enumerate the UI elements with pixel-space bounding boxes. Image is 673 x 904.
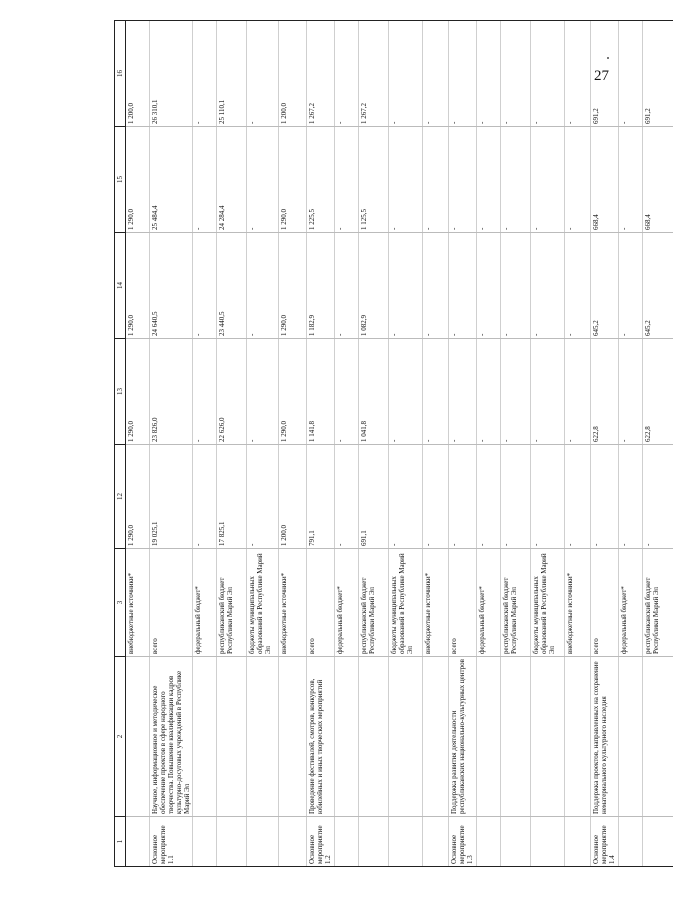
measure-description-cell <box>126 657 150 817</box>
measure-description-cell <box>279 657 307 817</box>
measure-description-cell: Научное, информационное и методическое обеспечение проектов в сфере народного творчества. Повышение квалификации кадров культурно-досуговых учреждений в Республике Марий Эл <box>150 657 193 817</box>
value-cell: 23 826,0 <box>150 339 193 445</box>
value-cell: - <box>335 21 359 127</box>
value-cell: 1 267,2 <box>307 21 335 127</box>
measure-description-cell <box>217 657 247 817</box>
col-header: 15 <box>115 127 126 233</box>
table-row <box>531 21 565 867</box>
value-cell: - <box>531 233 565 339</box>
value-cell: 1 182,9 <box>307 233 335 339</box>
value-cell: - <box>449 233 477 339</box>
value-cell: - <box>531 21 565 127</box>
value-cell: - <box>193 445 217 549</box>
value-cell: 1 200,0 <box>279 21 307 127</box>
value-cell: 1 290,0 <box>126 127 150 233</box>
table-row <box>335 21 359 867</box>
funding-source-cell: бюджеты муниципальных образований в Республике Марий Эл <box>247 549 279 657</box>
value-cell: - <box>477 339 501 445</box>
value-cell: - <box>335 127 359 233</box>
table-row <box>423 21 449 867</box>
value-cell: - <box>247 21 279 127</box>
funding-source-cell: республиканский бюджет Республики Марий Эл <box>643 549 673 657</box>
value-cell: - <box>619 233 643 339</box>
table-row <box>619 21 643 867</box>
table-row <box>150 21 193 867</box>
funding-source-cell: республиканский бюджет Республики Марий Эл <box>217 549 247 657</box>
value-cell: 23 440,5 <box>217 233 247 339</box>
measure-cell <box>477 817 501 867</box>
measure-cell <box>501 817 531 867</box>
value-cell: - <box>247 127 279 233</box>
measure-description-cell <box>501 657 531 817</box>
value-cell: 691,2 <box>591 21 619 127</box>
measure-description-cell <box>247 657 279 817</box>
measure-description-cell: Поддержка развития деятельности республиканских национально-культурных центров <box>449 657 477 817</box>
value-cell: - <box>449 445 477 549</box>
table-row <box>565 21 591 867</box>
value-cell: - <box>423 233 449 339</box>
table-row <box>193 21 217 867</box>
value-cell: 17 825,1 <box>217 445 247 549</box>
value-cell: 1 290,0 <box>126 339 150 445</box>
measure-description-cell <box>643 657 673 817</box>
value-cell: 1 082,9 <box>359 233 389 339</box>
table-row <box>359 21 389 867</box>
measure-description-cell <box>389 657 423 817</box>
measure-description-cell <box>359 657 389 817</box>
value-cell: 1 200,0 <box>126 21 150 127</box>
measure-description-cell <box>531 657 565 817</box>
measure-description-cell <box>335 657 359 817</box>
measure-cell: Основное мероприятие 1.1 <box>150 817 193 867</box>
table-row <box>247 21 279 867</box>
value-cell: - <box>389 233 423 339</box>
budget-table <box>114 20 673 867</box>
value-cell: - <box>501 233 531 339</box>
table-row <box>501 21 531 867</box>
col-header: 16 <box>115 21 126 127</box>
value-cell: - <box>193 233 217 339</box>
value-cell: - <box>423 445 449 549</box>
value-cell: - <box>531 339 565 445</box>
value-cell: - <box>565 233 591 339</box>
col-header: 2 <box>115 657 126 817</box>
value-cell: 691,2 <box>643 21 673 127</box>
funding-source-cell: внебюджетные источники* <box>565 549 591 657</box>
value-cell: 25 484,4 <box>150 127 193 233</box>
measure-cell <box>423 817 449 867</box>
funding-source-cell: внебюджетные источники* <box>423 549 449 657</box>
measure-cell <box>643 817 673 867</box>
value-cell: - <box>565 21 591 127</box>
value-cell: 691,1 <box>359 445 389 549</box>
value-cell: - <box>247 339 279 445</box>
col-header: 12 <box>115 445 126 549</box>
value-cell: 24 284,4 <box>217 127 247 233</box>
value-cell: - <box>389 21 423 127</box>
header-row <box>115 21 126 867</box>
measure-description-cell: Проведение фестивалей, смотров, конкурсов, юбилейных и иных творческих мероприятий <box>307 657 335 817</box>
value-cell: - <box>449 339 477 445</box>
measure-cell <box>126 817 150 867</box>
value-cell: - <box>619 339 643 445</box>
value-cell: - <box>477 233 501 339</box>
value-cell: - <box>565 339 591 445</box>
value-cell: - <box>193 339 217 445</box>
value-cell: 1 141,8 <box>307 339 335 445</box>
page-number: 27 <box>594 68 609 84</box>
table-row <box>307 21 335 867</box>
value-cell: - <box>501 21 531 127</box>
measure-cell <box>279 817 307 867</box>
table-row <box>643 21 673 867</box>
measure-cell <box>247 817 279 867</box>
value-cell: - <box>565 445 591 549</box>
value-cell: - <box>619 21 643 127</box>
funding-source-cell: внебюджетные источники* <box>279 549 307 657</box>
table-row <box>279 21 307 867</box>
value-cell: - <box>423 339 449 445</box>
measure-description-cell <box>423 657 449 817</box>
value-cell: 19 025,1 <box>150 445 193 549</box>
funding-source-cell: бюджеты муниципальных образований в Республике Марий Эл <box>531 549 565 657</box>
funding-source-cell: федеральный бюджет* <box>477 549 501 657</box>
value-cell: 645,2 <box>643 233 673 339</box>
value-cell: - <box>477 21 501 127</box>
measure-cell <box>531 817 565 867</box>
value-cell: - <box>389 339 423 445</box>
funding-source-cell: всего <box>307 549 335 657</box>
col-header: 13 <box>115 339 126 445</box>
funding-source-cell: федеральный бюджет* <box>193 549 217 657</box>
value-cell: 668,4 <box>643 127 673 233</box>
table-body <box>126 21 673 867</box>
value-cell: 1 290,0 <box>279 127 307 233</box>
value-cell: - <box>477 445 501 549</box>
value-cell: 1 200,0 <box>279 445 307 549</box>
value-cell: - <box>531 445 565 549</box>
measure-cell <box>359 817 389 867</box>
table-row <box>449 21 477 867</box>
value-cell: - <box>247 445 279 549</box>
value-cell: - <box>193 21 217 127</box>
funding-source-cell: федеральный бюджет* <box>619 549 643 657</box>
value-cell: - <box>591 445 619 549</box>
value-cell: - <box>449 127 477 233</box>
measure-cell <box>193 817 217 867</box>
funding-source-cell: всего <box>150 549 193 657</box>
funding-source-cell: бюджеты муниципальных образований в Республике Марий Эл <box>389 549 423 657</box>
table-row <box>126 21 150 867</box>
measure-cell: Основное мероприятие 1.3 <box>449 817 477 867</box>
measure-description-cell <box>193 657 217 817</box>
value-cell: - <box>619 445 643 549</box>
value-cell: 622,8 <box>643 339 673 445</box>
table-row <box>217 21 247 867</box>
funding-source-cell: внебюджетные источники* <box>126 549 150 657</box>
value-cell: 25 110,1 <box>217 21 247 127</box>
value-cell: 26 310,1 <box>150 21 193 127</box>
value-cell: 22 626,0 <box>217 339 247 445</box>
measure-description-cell <box>619 657 643 817</box>
table-row <box>591 21 619 867</box>
funding-source-cell: всего <box>591 549 619 657</box>
value-cell: - <box>335 445 359 549</box>
value-cell: 24 640,5 <box>150 233 193 339</box>
value-cell: - <box>423 127 449 233</box>
measure-cell <box>217 817 247 867</box>
measure-cell <box>619 817 643 867</box>
value-cell: 791,1 <box>307 445 335 549</box>
value-cell: - <box>501 127 531 233</box>
value-cell: 1 290,0 <box>126 233 150 339</box>
funding-source-cell: федеральный бюджет* <box>335 549 359 657</box>
col-header: 14 <box>115 233 126 339</box>
col-header: 3 <box>115 549 126 657</box>
value-cell: - <box>389 445 423 549</box>
value-cell: 1 125,5 <box>359 127 389 233</box>
value-cell: 1 225,5 <box>307 127 335 233</box>
value-cell: 1 041,8 <box>359 339 389 445</box>
value-cell: 668,4 <box>591 127 619 233</box>
measure-description-cell <box>477 657 501 817</box>
value-cell: 622,8 <box>591 339 619 445</box>
value-cell: - <box>643 445 673 549</box>
value-cell: 1 290,0 <box>279 339 307 445</box>
table-row <box>389 21 423 867</box>
value-cell: - <box>619 127 643 233</box>
funding-source-cell: всего <box>449 549 477 657</box>
funding-source-cell: республиканский бюджет Республики Марий Эл <box>501 549 531 657</box>
measure-cell <box>335 817 359 867</box>
value-cell: - <box>423 21 449 127</box>
value-cell: 645,2 <box>591 233 619 339</box>
value-cell: - <box>193 127 217 233</box>
measure-description-cell <box>565 657 591 817</box>
rotated-table-wrapper <box>114 21 660 867</box>
value-cell: 1 290,0 <box>279 233 307 339</box>
value-cell: - <box>501 445 531 549</box>
measure-description-cell: Поддержка проектов, направленных на сохранение нематериального культурного наследия <box>591 657 619 817</box>
value-cell: - <box>531 127 565 233</box>
value-cell: - <box>565 127 591 233</box>
value-cell: 1 290,0 <box>126 445 150 549</box>
value-cell: - <box>477 127 501 233</box>
value-cell: - <box>389 127 423 233</box>
measure-cell: Основное мероприятие 1.2 <box>307 817 335 867</box>
value-cell: - <box>501 339 531 445</box>
col-header: 1 <box>115 817 126 867</box>
value-cell: - <box>247 233 279 339</box>
measure-cell <box>389 817 423 867</box>
value-cell: - <box>335 233 359 339</box>
value-cell: - <box>449 21 477 127</box>
value-cell: - <box>335 339 359 445</box>
measure-cell: Основное мероприятие 1.4 <box>591 817 619 867</box>
value-cell: 1 267,2 <box>359 21 389 127</box>
measure-cell <box>565 817 591 867</box>
table-row <box>477 21 501 867</box>
funding-source-cell: республиканский бюджет Республики Марий Эл <box>359 549 389 657</box>
